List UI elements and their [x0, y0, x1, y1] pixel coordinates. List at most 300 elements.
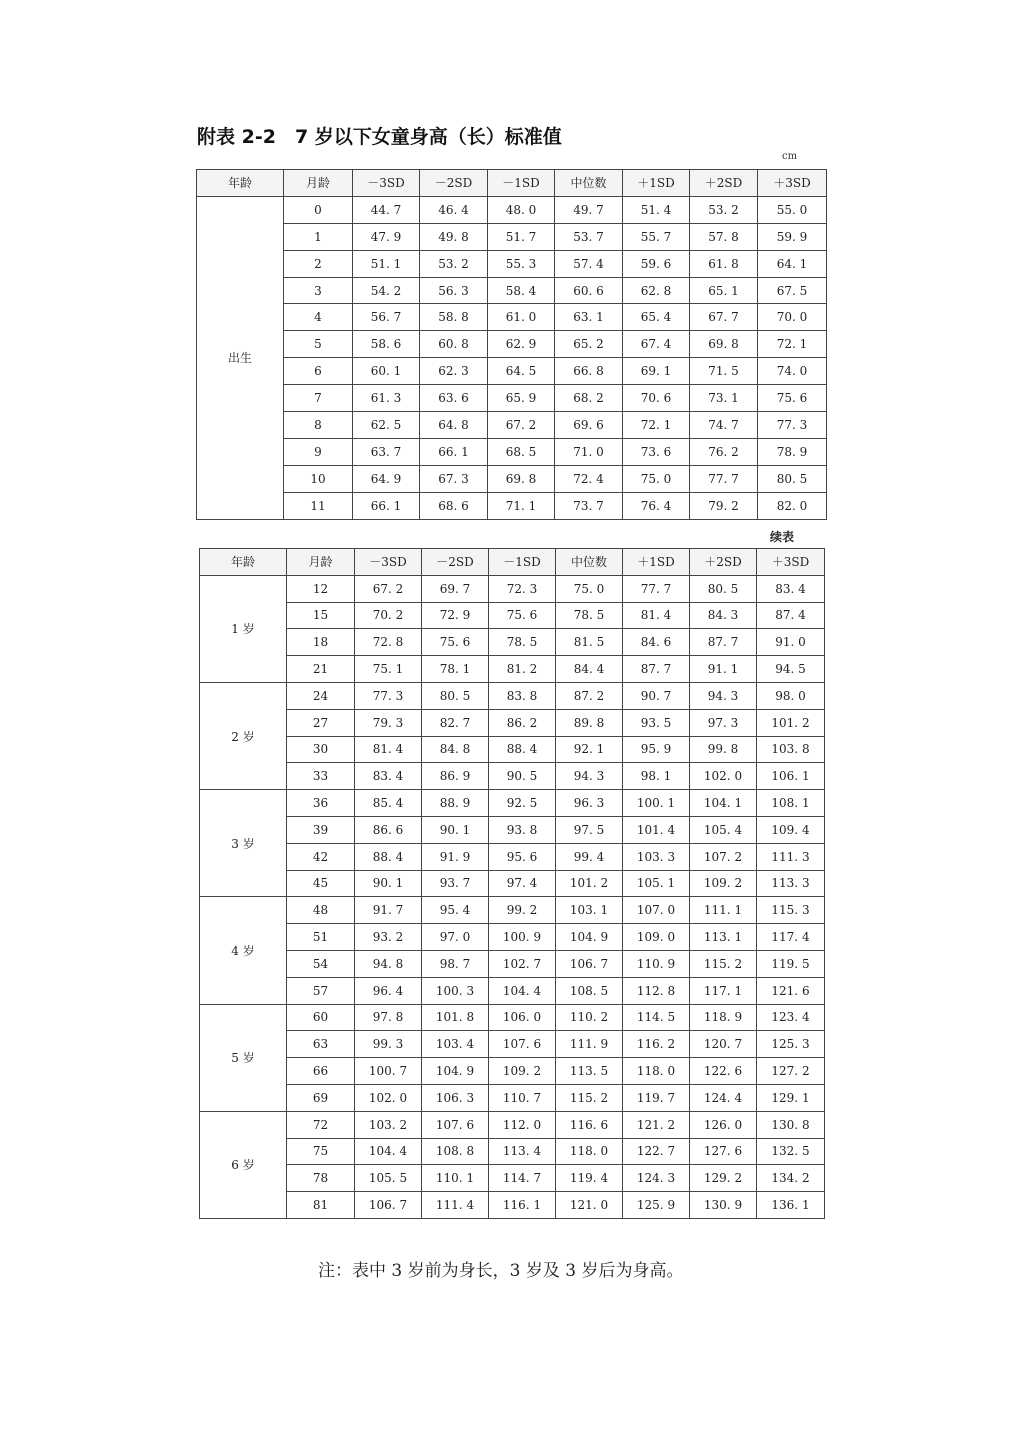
value-cell: 70. 0: [758, 304, 827, 331]
value-cell: 82. 7: [422, 709, 489, 736]
age-group-cell: 3 岁: [200, 790, 287, 897]
value-cell: 57. 4: [555, 250, 623, 277]
column-header: －2SD: [422, 549, 489, 576]
value-cell: 118. 9: [690, 1004, 757, 1031]
value-cell: 79. 2: [690, 492, 758, 519]
value-cell: 103. 4: [422, 1031, 489, 1058]
value-cell: 125. 9: [623, 1192, 690, 1219]
month-age-cell: 57: [287, 977, 355, 1004]
value-cell: 81. 4: [623, 602, 690, 629]
table-row: [197, 465, 827, 492]
month-age-cell: 75: [287, 1138, 355, 1165]
month-age-cell: 4: [284, 304, 353, 331]
value-cell: 93. 5: [623, 709, 690, 736]
column-header: 年龄: [197, 170, 284, 197]
value-cell: 65. 1: [690, 277, 758, 304]
value-cell: 57. 8: [690, 223, 758, 250]
value-cell: 124. 3: [623, 1165, 690, 1192]
value-cell: 124. 4: [690, 1084, 757, 1111]
table-row: [200, 924, 825, 951]
table-row: [197, 277, 827, 304]
age-group-cell: 2 岁: [200, 682, 287, 789]
value-cell: 48. 0: [488, 196, 555, 223]
value-cell: 73. 1: [690, 385, 758, 412]
value-cell: 120. 7: [690, 1031, 757, 1058]
value-cell: 110. 9: [623, 950, 690, 977]
value-cell: 61. 8: [690, 250, 758, 277]
value-cell: 113. 3: [757, 870, 825, 897]
column-header: －1SD: [489, 549, 556, 576]
value-cell: 119. 4: [556, 1165, 623, 1192]
value-cell: 102. 0: [690, 763, 757, 790]
month-age-cell: 69: [287, 1084, 355, 1111]
value-cell: 95. 9: [623, 736, 690, 763]
value-cell: 91. 0: [757, 629, 825, 656]
month-age-cell: 12: [287, 575, 355, 602]
value-cell: 93. 7: [422, 870, 489, 897]
month-age-cell: 81: [287, 1192, 355, 1219]
value-cell: 116. 2: [623, 1031, 690, 1058]
value-cell: 60. 1: [353, 358, 420, 385]
value-cell: 99. 8: [690, 736, 757, 763]
value-cell: 69. 8: [690, 331, 758, 358]
table-row: [200, 816, 825, 843]
value-cell: 98. 0: [757, 682, 825, 709]
month-age-cell: 33: [287, 763, 355, 790]
value-cell: 84. 4: [556, 656, 623, 683]
age-group-cell: 出生: [197, 196, 284, 519]
value-cell: 77. 7: [623, 575, 690, 602]
value-cell: 94. 3: [690, 682, 757, 709]
month-age-cell: 5: [284, 331, 353, 358]
value-cell: 97. 8: [355, 1004, 422, 1031]
value-cell: 68. 6: [420, 492, 488, 519]
value-cell: 95. 4: [422, 897, 489, 924]
value-cell: 89. 8: [556, 709, 623, 736]
value-cell: 87. 2: [556, 682, 623, 709]
value-cell: 104. 4: [355, 1138, 422, 1165]
table-row: [200, 870, 825, 897]
value-cell: 58. 8: [420, 304, 488, 331]
value-cell: 67. 5: [758, 277, 827, 304]
value-cell: 67. 2: [488, 412, 555, 439]
value-cell: 112. 0: [489, 1111, 556, 1138]
value-cell: 72. 3: [489, 575, 556, 602]
table-row: [200, 1058, 825, 1085]
value-cell: 109. 4: [757, 816, 825, 843]
table-row: [200, 602, 825, 629]
table-row: [197, 385, 827, 412]
value-cell: 65. 2: [555, 331, 623, 358]
value-cell: 56. 7: [353, 304, 420, 331]
value-cell: 83. 8: [489, 682, 556, 709]
value-cell: 49. 8: [420, 223, 488, 250]
value-cell: 105. 5: [355, 1165, 422, 1192]
value-cell: 88. 9: [422, 790, 489, 817]
value-cell: 106. 7: [556, 950, 623, 977]
value-cell: 116. 1: [489, 1192, 556, 1219]
value-cell: 111. 9: [556, 1031, 623, 1058]
month-age-cell: 42: [287, 843, 355, 870]
value-cell: 97. 5: [556, 816, 623, 843]
month-age-cell: 7: [284, 385, 353, 412]
value-cell: 86. 9: [422, 763, 489, 790]
value-cell: 67. 4: [623, 331, 690, 358]
table-row: [200, 950, 825, 977]
value-cell: 96. 4: [355, 977, 422, 1004]
table-row: [200, 1084, 825, 1111]
header-row: [200, 549, 825, 576]
value-cell: 84. 6: [623, 629, 690, 656]
value-cell: 64. 8: [420, 412, 488, 439]
age-group-cell: 4 岁: [200, 897, 287, 1004]
value-cell: 83. 4: [355, 763, 422, 790]
value-cell: 85. 4: [355, 790, 422, 817]
value-cell: 123. 4: [757, 1004, 825, 1031]
value-cell: 78. 1: [422, 656, 489, 683]
value-cell: 107. 2: [690, 843, 757, 870]
table-body: [197, 196, 827, 519]
value-cell: 55. 7: [623, 223, 690, 250]
value-cell: 117. 1: [690, 977, 757, 1004]
value-cell: 136. 1: [757, 1192, 825, 1219]
value-cell: 75. 1: [355, 656, 422, 683]
value-cell: 107. 0: [623, 897, 690, 924]
month-age-cell: 60: [287, 1004, 355, 1031]
value-cell: 121. 6: [757, 977, 825, 1004]
value-cell: 72. 1: [758, 331, 827, 358]
column-header: 月龄: [284, 170, 353, 197]
value-cell: 86. 6: [355, 816, 422, 843]
table-row: [200, 1004, 825, 1031]
table-row: [200, 682, 825, 709]
column-header: ＋1SD: [623, 549, 690, 576]
value-cell: 75. 6: [758, 385, 827, 412]
value-cell: 62. 5: [353, 412, 420, 439]
height-table-part-2: [199, 548, 825, 1219]
month-age-cell: 8: [284, 412, 353, 439]
value-cell: 53. 2: [690, 196, 758, 223]
value-cell: 74. 7: [690, 412, 758, 439]
value-cell: 107. 6: [489, 1031, 556, 1058]
table-row: [197, 438, 827, 465]
value-cell: 55. 3: [488, 250, 555, 277]
unit-label: cm: [782, 151, 798, 162]
value-cell: 65. 4: [623, 304, 690, 331]
table-row: [200, 1111, 825, 1138]
value-cell: 93. 2: [355, 924, 422, 951]
month-age-cell: 2: [284, 250, 353, 277]
month-age-cell: 51: [287, 924, 355, 951]
table-row: [200, 1192, 825, 1219]
value-cell: 95. 6: [489, 843, 556, 870]
table-row: [200, 575, 825, 602]
value-cell: 59. 9: [758, 223, 827, 250]
value-cell: 71. 5: [690, 358, 758, 385]
value-cell: 108. 5: [556, 977, 623, 1004]
column-header: －3SD: [353, 170, 420, 197]
value-cell: 122. 6: [690, 1058, 757, 1085]
value-cell: 103. 3: [623, 843, 690, 870]
value-cell: 70. 6: [623, 385, 690, 412]
age-group-cell: 5 岁: [200, 1004, 287, 1111]
value-cell: 104. 9: [556, 924, 623, 951]
value-cell: 98. 7: [422, 950, 489, 977]
value-cell: 112. 8: [623, 977, 690, 1004]
month-age-cell: 0: [284, 196, 353, 223]
value-cell: 90. 1: [355, 870, 422, 897]
table-row: [197, 223, 827, 250]
value-cell: 44. 7: [353, 196, 420, 223]
value-cell: 90. 1: [422, 816, 489, 843]
month-age-cell: 66: [287, 1058, 355, 1085]
value-cell: 111. 3: [757, 843, 825, 870]
value-cell: 60. 8: [420, 331, 488, 358]
value-cell: 68. 5: [488, 438, 555, 465]
table-body: [200, 575, 825, 1218]
value-cell: 73. 6: [623, 438, 690, 465]
value-cell: 132. 5: [757, 1138, 825, 1165]
month-age-cell: 63: [287, 1031, 355, 1058]
value-cell: 107. 6: [422, 1111, 489, 1138]
value-cell: 115. 2: [556, 1084, 623, 1111]
value-cell: 122. 7: [623, 1138, 690, 1165]
value-cell: 104. 4: [489, 977, 556, 1004]
value-cell: 98. 1: [623, 763, 690, 790]
table-row: [200, 897, 825, 924]
value-cell: 99. 4: [556, 843, 623, 870]
header-row: [197, 170, 827, 197]
value-cell: 106. 7: [355, 1192, 422, 1219]
value-cell: 77. 3: [355, 682, 422, 709]
value-cell: 114. 7: [489, 1165, 556, 1192]
value-cell: 110. 1: [422, 1165, 489, 1192]
month-age-cell: 48: [287, 897, 355, 924]
value-cell: 87. 7: [623, 656, 690, 683]
value-cell: 113. 4: [489, 1138, 556, 1165]
value-cell: 99. 3: [355, 1031, 422, 1058]
table-row: [197, 331, 827, 358]
value-cell: 56. 3: [420, 277, 488, 304]
table-row: [200, 763, 825, 790]
value-cell: 76. 2: [690, 438, 758, 465]
value-cell: 47. 9: [353, 223, 420, 250]
value-cell: 129. 1: [757, 1084, 825, 1111]
value-cell: 78. 9: [758, 438, 827, 465]
value-cell: 75. 0: [556, 575, 623, 602]
value-cell: 51. 1: [353, 250, 420, 277]
value-cell: 106. 1: [757, 763, 825, 790]
value-cell: 86. 2: [489, 709, 556, 736]
value-cell: 68. 2: [555, 385, 623, 412]
value-cell: 118. 0: [623, 1058, 690, 1085]
value-cell: 119. 7: [623, 1084, 690, 1111]
month-age-cell: 21: [287, 656, 355, 683]
value-cell: 77. 3: [758, 412, 827, 439]
month-age-cell: 1: [284, 223, 353, 250]
value-cell: 75. 6: [489, 602, 556, 629]
month-age-cell: 6: [284, 358, 353, 385]
value-cell: 103. 1: [556, 897, 623, 924]
value-cell: 119. 5: [757, 950, 825, 977]
value-cell: 55. 0: [758, 196, 827, 223]
value-cell: 97. 3: [690, 709, 757, 736]
value-cell: 117. 4: [757, 924, 825, 951]
value-cell: 73. 7: [555, 492, 623, 519]
value-cell: 127. 6: [690, 1138, 757, 1165]
value-cell: 109. 0: [623, 924, 690, 951]
value-cell: 70. 2: [355, 602, 422, 629]
value-cell: 126. 0: [690, 1111, 757, 1138]
table-row: [200, 790, 825, 817]
value-cell: 67. 7: [690, 304, 758, 331]
value-cell: 106. 0: [489, 1004, 556, 1031]
column-header: ＋3SD: [757, 549, 825, 576]
value-cell: 88. 4: [355, 843, 422, 870]
value-cell: 125. 3: [757, 1031, 825, 1058]
value-cell: 80. 5: [758, 465, 827, 492]
value-cell: 97. 0: [422, 924, 489, 951]
value-cell: 129. 2: [690, 1165, 757, 1192]
month-age-cell: 27: [287, 709, 355, 736]
column-header: ＋1SD: [623, 170, 690, 197]
value-cell: 101. 2: [556, 870, 623, 897]
value-cell: 81. 4: [355, 736, 422, 763]
value-cell: 69. 6: [555, 412, 623, 439]
value-cell: 121. 2: [623, 1111, 690, 1138]
value-cell: 83. 4: [757, 575, 825, 602]
continued-label: 续表: [770, 530, 795, 544]
value-cell: 69. 1: [623, 358, 690, 385]
value-cell: 109. 2: [489, 1058, 556, 1085]
value-cell: 103. 2: [355, 1111, 422, 1138]
table-row: [197, 358, 827, 385]
table-row: [197, 304, 827, 331]
value-cell: 53. 2: [420, 250, 488, 277]
value-cell: 75. 6: [422, 629, 489, 656]
value-cell: 104. 1: [690, 790, 757, 817]
value-cell: 90. 7: [623, 682, 690, 709]
month-age-cell: 45: [287, 870, 355, 897]
value-cell: 74. 0: [758, 358, 827, 385]
value-cell: 60. 6: [555, 277, 623, 304]
month-age-cell: 11: [284, 492, 353, 519]
value-cell: 77. 7: [690, 465, 758, 492]
table-row: [197, 492, 827, 519]
value-cell: 113. 5: [556, 1058, 623, 1085]
table-row: [200, 1031, 825, 1058]
value-cell: 110. 2: [556, 1004, 623, 1031]
column-header: ＋2SD: [690, 170, 758, 197]
month-age-cell: 30: [287, 736, 355, 763]
table-row: [197, 250, 827, 277]
value-cell: 78. 5: [489, 629, 556, 656]
column-header: 月龄: [287, 549, 355, 576]
value-cell: 106. 3: [422, 1084, 489, 1111]
value-cell: 111. 4: [422, 1192, 489, 1219]
value-cell: 64. 9: [353, 465, 420, 492]
value-cell: 94. 8: [355, 950, 422, 977]
month-age-cell: 54: [287, 950, 355, 977]
month-age-cell: 18: [287, 629, 355, 656]
value-cell: 79. 3: [355, 709, 422, 736]
value-cell: 81. 2: [489, 656, 556, 683]
value-cell: 121. 0: [556, 1192, 623, 1219]
table-row: [200, 1138, 825, 1165]
value-cell: 94. 5: [757, 656, 825, 683]
table-row: [197, 196, 827, 223]
age-group-cell: 6 岁: [200, 1111, 287, 1218]
value-cell: 63. 1: [555, 304, 623, 331]
value-cell: 58. 6: [353, 331, 420, 358]
column-header: ＋2SD: [690, 549, 757, 576]
value-cell: 67. 3: [420, 465, 488, 492]
column-header: －2SD: [420, 170, 488, 197]
value-cell: 65. 9: [488, 385, 555, 412]
value-cell: 75. 0: [623, 465, 690, 492]
value-cell: 80. 5: [690, 575, 757, 602]
value-cell: 102. 7: [489, 950, 556, 977]
table-row: [200, 709, 825, 736]
value-cell: 72. 9: [422, 602, 489, 629]
table-row: [200, 736, 825, 763]
table-row: [197, 412, 827, 439]
table-row: [200, 656, 825, 683]
value-cell: 100. 9: [489, 924, 556, 951]
value-cell: 113. 1: [690, 924, 757, 951]
value-cell: 63. 6: [420, 385, 488, 412]
value-cell: 109. 2: [690, 870, 757, 897]
value-cell: 76. 4: [623, 492, 690, 519]
month-age-cell: 15: [287, 602, 355, 629]
value-cell: 71. 1: [488, 492, 555, 519]
value-cell: 108. 8: [422, 1138, 489, 1165]
value-cell: 69. 7: [422, 575, 489, 602]
value-cell: 134. 2: [757, 1165, 825, 1192]
value-cell: 111. 1: [690, 897, 757, 924]
value-cell: 69. 8: [488, 465, 555, 492]
value-cell: 94. 3: [556, 763, 623, 790]
value-cell: 91. 9: [422, 843, 489, 870]
value-cell: 110. 7: [489, 1084, 556, 1111]
value-cell: 46. 4: [420, 196, 488, 223]
value-cell: 104. 9: [422, 1058, 489, 1085]
column-header: －1SD: [488, 170, 555, 197]
value-cell: 62. 9: [488, 331, 555, 358]
value-cell: 72. 8: [355, 629, 422, 656]
month-age-cell: 72: [287, 1111, 355, 1138]
value-cell: 82. 0: [758, 492, 827, 519]
age-group-cell: 1 岁: [200, 575, 287, 682]
value-cell: 64. 5: [488, 358, 555, 385]
value-cell: 84. 3: [690, 602, 757, 629]
value-cell: 92. 1: [556, 736, 623, 763]
value-cell: 78. 5: [556, 602, 623, 629]
value-cell: 91. 1: [690, 656, 757, 683]
value-cell: 53. 7: [555, 223, 623, 250]
value-cell: 72. 1: [623, 412, 690, 439]
value-cell: 87. 4: [757, 602, 825, 629]
value-cell: 127. 2: [757, 1058, 825, 1085]
value-cell: 67. 2: [355, 575, 422, 602]
value-cell: 130. 9: [690, 1192, 757, 1219]
value-cell: 92. 5: [489, 790, 556, 817]
value-cell: 99. 2: [489, 897, 556, 924]
value-cell: 101. 2: [757, 709, 825, 736]
page-title: 附表 2-2 7 岁以下女童身高（长）标准值: [197, 126, 562, 148]
value-cell: 90. 5: [489, 763, 556, 790]
month-age-cell: 39: [287, 816, 355, 843]
